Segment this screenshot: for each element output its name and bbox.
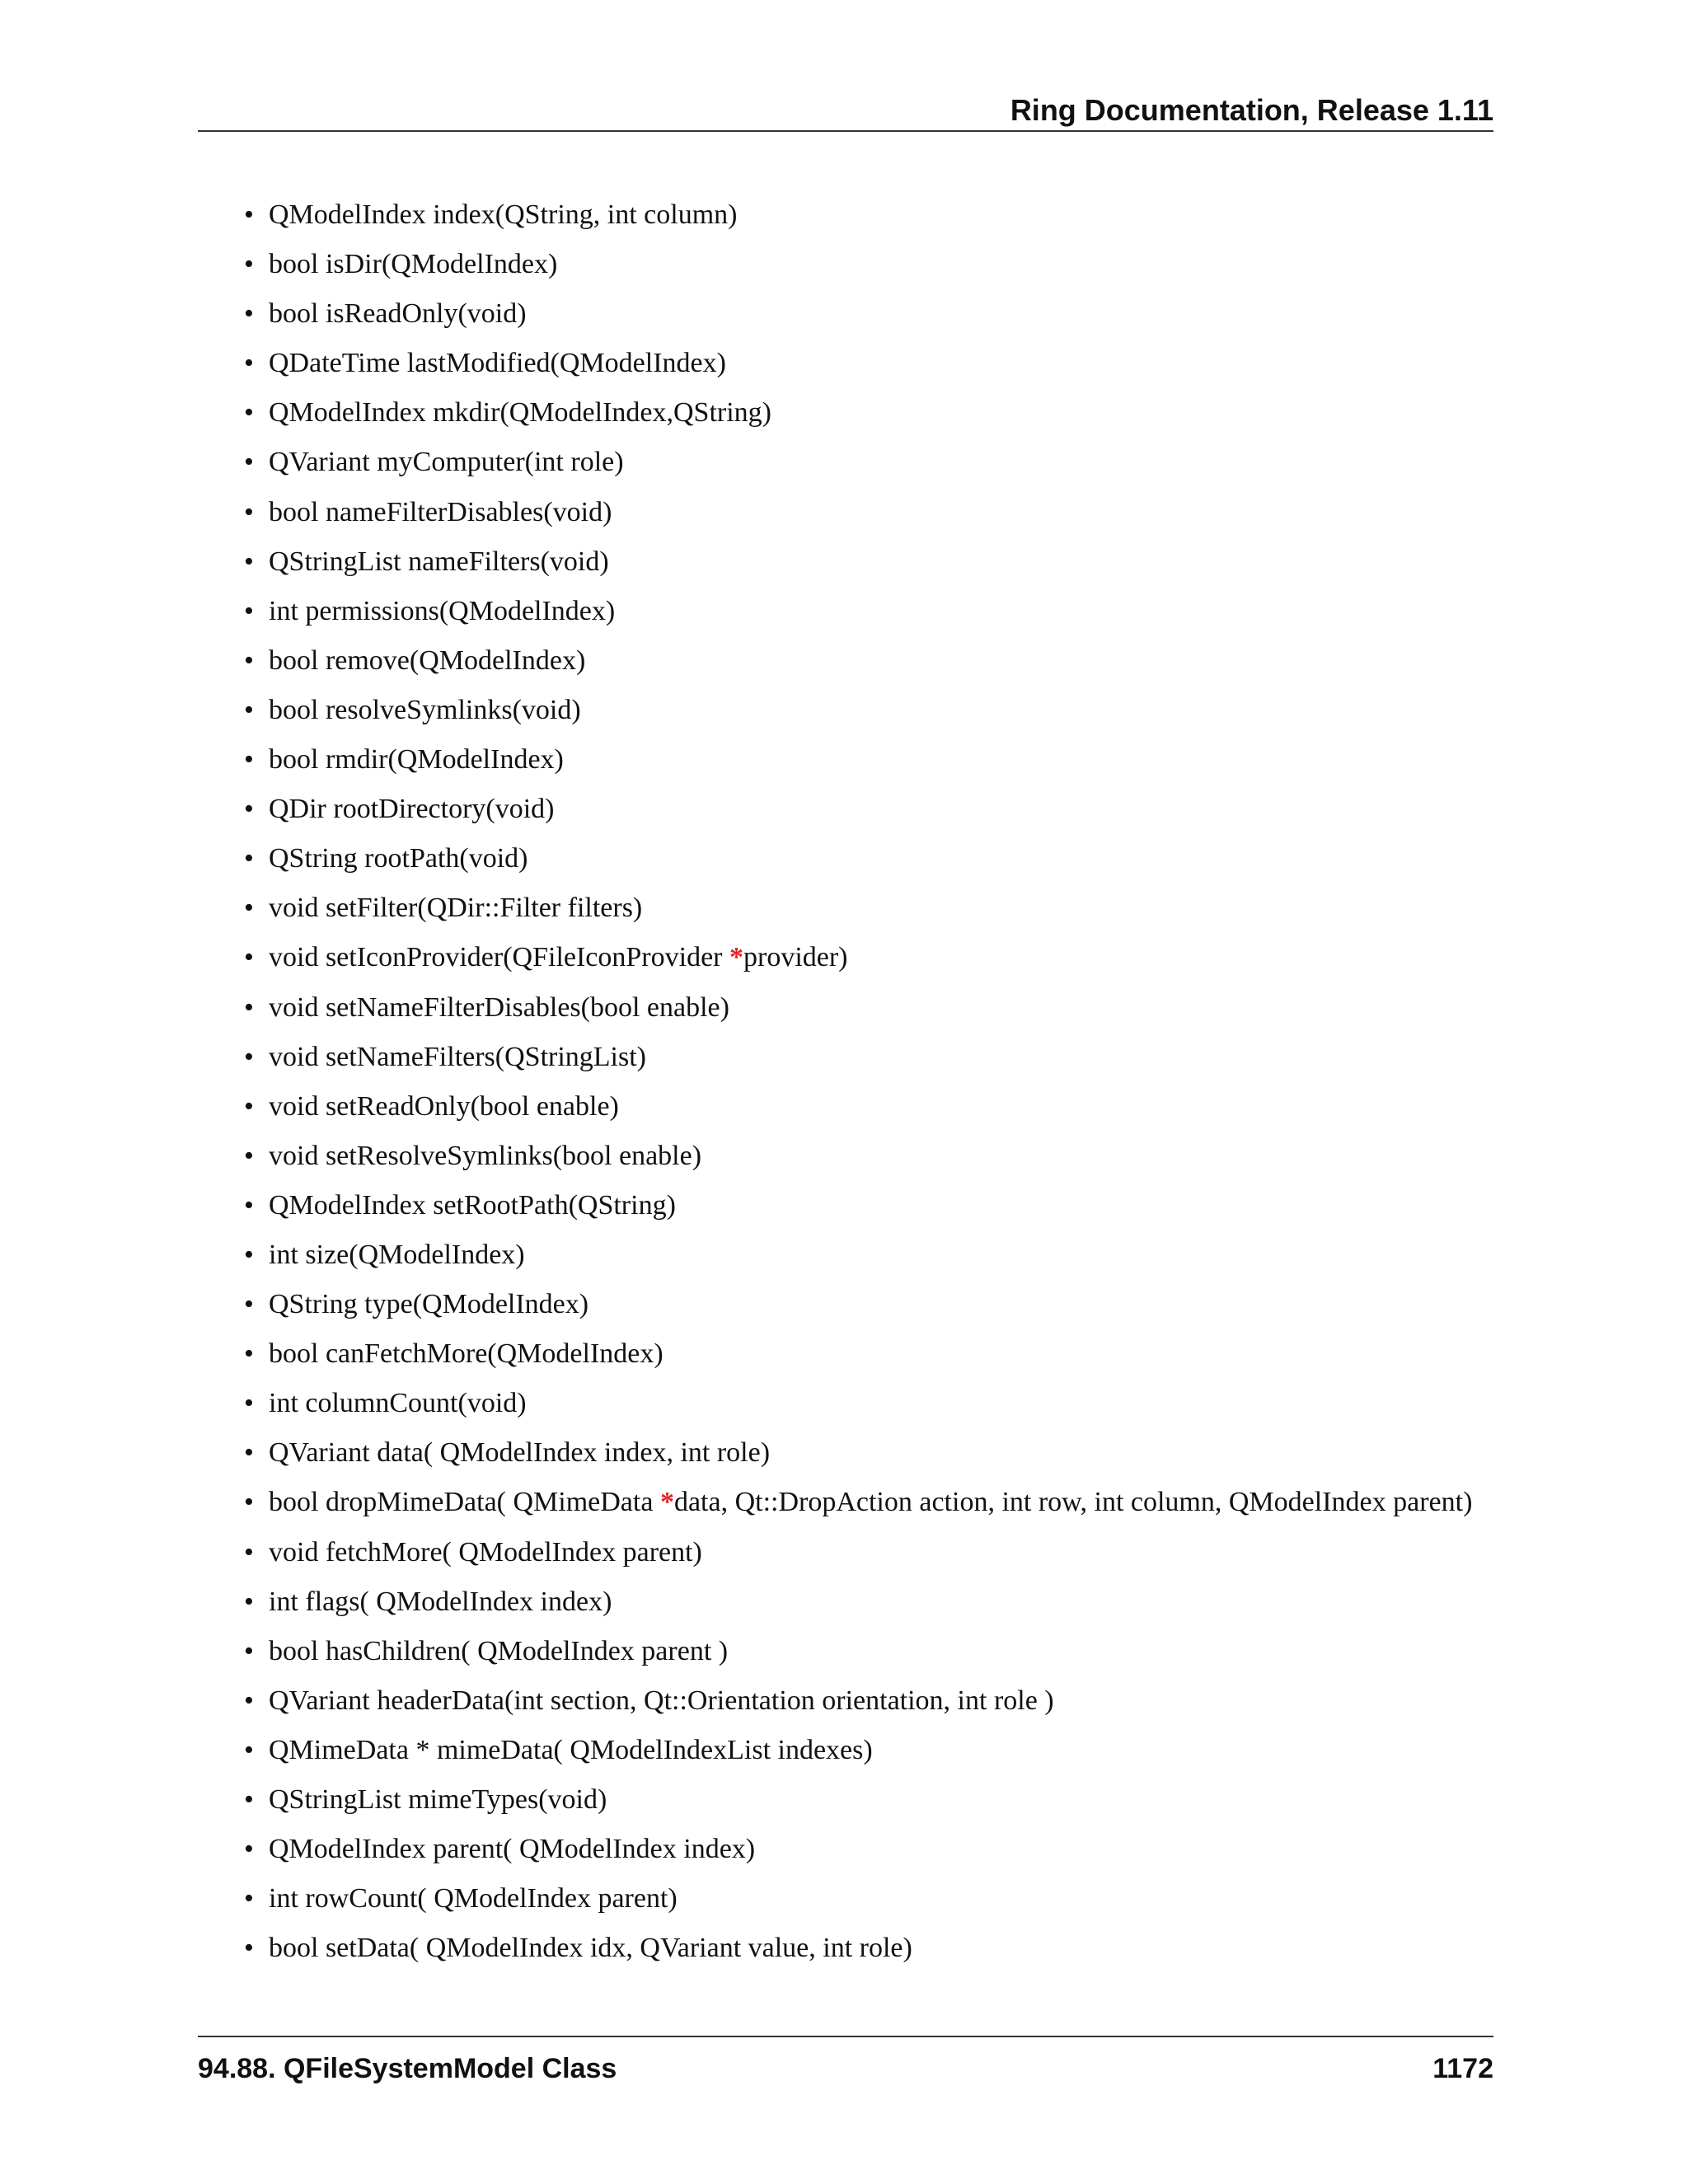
method-signature: QVariant data( QModelIndex index, int role): [269, 1437, 771, 1469]
bullet-icon: •: [244, 595, 254, 626]
bullet-icon: •: [244, 249, 254, 280]
bullet-icon: •: [244, 1289, 254, 1320]
method-signature: int flags( QModelIndex index): [269, 1586, 612, 1617]
method-list-item: [244, 1932, 1472, 1981]
method-list-item: [244, 496, 1472, 546]
method-signature: bool isReadOnly(void): [269, 298, 527, 330]
page-footer: [198, 2036, 1493, 2087]
bullet-icon: •: [244, 1586, 254, 1617]
bullet-icon: •: [244, 348, 254, 379]
method-list-item: [244, 1387, 1472, 1436]
bullet-icon: •: [244, 1041, 254, 1072]
bullet-icon: •: [244, 298, 254, 330]
method-list-item: [244, 1833, 1472, 1882]
bullet-icon: •: [244, 942, 254, 973]
bullet-icon: •: [244, 447, 254, 478]
method-list-item: [244, 1239, 1472, 1288]
bullet-icon: •: [244, 1437, 254, 1469]
bullet-icon: •: [244, 1338, 254, 1370]
method-signature: void setFilter(QDir::Filter filters): [269, 893, 643, 924]
pointer-asterisk: *: [659, 1487, 674, 1518]
bullet-icon: •: [244, 1734, 254, 1765]
method-signature: int columnCount(void): [269, 1388, 527, 1419]
method-signature: void fetchMore( QModelIndex parent): [269, 1536, 702, 1568]
bullet-icon: •: [244, 1834, 254, 1865]
method-signature: void setResolveSymlinks(bool enable): [269, 1140, 702, 1171]
method-list-item: [244, 1140, 1472, 1189]
document-title: Ring Documentation, Release 1.11: [1010, 93, 1493, 127]
method-list-item: [244, 793, 1472, 842]
method-list-item: [244, 694, 1472, 743]
method-signature: void setNameFilters(QStringList): [269, 1041, 647, 1072]
method-signature-rest: provider): [743, 942, 848, 973]
method-list-item: [244, 396, 1472, 446]
method-list-item: [244, 595, 1472, 644]
method-list-item: [244, 446, 1472, 495]
method-signature: QModelIndex mkdir(QModelIndex,QString): [269, 397, 772, 429]
method-list-item: [244, 842, 1472, 892]
method-list-item: [244, 1685, 1472, 1734]
bullet-icon: •: [244, 1388, 254, 1419]
bullet-icon: •: [244, 1536, 254, 1568]
method-list-item: [244, 892, 1472, 941]
bullet-icon: •: [244, 794, 254, 825]
method-list-item: [244, 941, 1472, 991]
method-signature: bool hasChildren( QModelIndex parent ): [269, 1635, 729, 1666]
method-signature: void setNameFilterDisables(bool enable): [269, 991, 729, 1023]
method-list-item: [244, 546, 1472, 595]
bullet-icon: •: [244, 1784, 254, 1815]
bullet-icon: •: [244, 1883, 254, 1915]
page-number: 1172: [1432, 2053, 1493, 2084]
method-signature: QModelIndex index(QString, int column): [269, 199, 738, 230]
bullet-icon: •: [244, 694, 254, 725]
bullet-icon: •: [244, 1933, 254, 1964]
bullet-icon: •: [244, 496, 254, 527]
bullet-icon: •: [244, 397, 254, 429]
method-list-item: [244, 1189, 1472, 1239]
bullet-icon: •: [244, 199, 254, 230]
method-list-item: [244, 1783, 1472, 1833]
method-list-item: [244, 644, 1472, 694]
method-list-item: [244, 1635, 1472, 1685]
method-list-item: [244, 1288, 1472, 1338]
method-signature: QModelIndex parent( QModelIndex index): [269, 1834, 756, 1865]
method-list-item: [244, 199, 1472, 248]
bullet-icon: •: [244, 546, 254, 577]
bullet-icon: •: [244, 1239, 254, 1270]
bullet-icon: •: [244, 1189, 254, 1221]
method-signature: QString rootPath(void): [269, 843, 528, 874]
method-signature: bool nameFilterDisables(void): [269, 496, 612, 527]
method-list-item: [244, 991, 1472, 1041]
method-signature: QString type(QModelIndex): [269, 1289, 589, 1320]
method-signature: QStringList mimeTypes(void): [269, 1784, 607, 1815]
page-header: [198, 91, 1493, 132]
method-list-item: [244, 1734, 1472, 1783]
method-list-item: [244, 1041, 1472, 1090]
section-title: 94.88. QFileSystemModel Class: [198, 2053, 617, 2084]
method-signature: QVariant headerData(int section, Qt::Orientation orientation, int role ): [269, 1685, 1054, 1716]
method-signature: int permissions(QModelIndex): [269, 595, 616, 626]
method-list-item: [244, 1536, 1472, 1586]
method-signature-rest: data, Qt::DropAction action, int row, int column, QModelIndex parent): [673, 1487, 1473, 1518]
bullet-icon: •: [244, 1090, 254, 1122]
method-signature: bool setData( QModelIndex idx, QVariant value, int role): [269, 1933, 912, 1964]
method-list-item: [244, 1486, 1472, 1535]
method-list: [244, 199, 1472, 1981]
method-signature: QDateTime lastModified(QModelIndex): [269, 348, 726, 379]
method-signature: QDir rootDirectory(void): [269, 794, 555, 825]
bullet-icon: •: [244, 1140, 254, 1171]
method-signature: QVariant myComputer(int role): [269, 447, 624, 478]
bullet-icon: •: [244, 1635, 254, 1666]
pointer-asterisk: *: [729, 942, 743, 973]
method-signature: int rowCount( QModelIndex parent): [269, 1883, 678, 1915]
bullet-icon: •: [244, 991, 254, 1023]
method-list-item: [244, 743, 1472, 793]
bullet-icon: •: [244, 893, 254, 924]
method-signature: void setReadOnly(bool enable): [269, 1090, 619, 1122]
method-signature: bool canFetchMore(QModelIndex): [269, 1338, 663, 1370]
method-list-item: [244, 1882, 1472, 1932]
method-signature: QStringList nameFilters(void): [269, 546, 609, 577]
method-list-item: [244, 1586, 1472, 1635]
method-list-item: [244, 1338, 1472, 1387]
method-signature: bool rmdir(QModelIndex): [269, 744, 564, 776]
method-signature: bool dropMimeData( QMimeData: [269, 1487, 660, 1518]
method-signature: int size(QModelIndex): [269, 1239, 525, 1270]
bullet-icon: •: [244, 1487, 254, 1518]
method-signature: QModelIndex setRootPath(QString): [269, 1189, 676, 1221]
method-signature: bool isDir(QModelIndex): [269, 249, 558, 280]
method-list-item: [244, 1436, 1472, 1486]
method-list-item: [244, 347, 1472, 396]
bullet-icon: •: [244, 843, 254, 874]
method-signature: void setIconProvider(QFileIconProvider: [269, 942, 729, 973]
bullet-icon: •: [244, 644, 254, 676]
bullet-icon: •: [244, 744, 254, 776]
method-list-item: [244, 298, 1472, 347]
bullet-icon: •: [244, 1685, 254, 1716]
method-list-item: [244, 1090, 1472, 1140]
method-signature: bool remove(QModelIndex): [269, 644, 586, 676]
method-signature: QMimeData * mimeData( QModelIndexList indexes): [269, 1734, 873, 1765]
method-list-item: [244, 248, 1472, 298]
method-signature: bool resolveSymlinks(void): [269, 694, 581, 725]
